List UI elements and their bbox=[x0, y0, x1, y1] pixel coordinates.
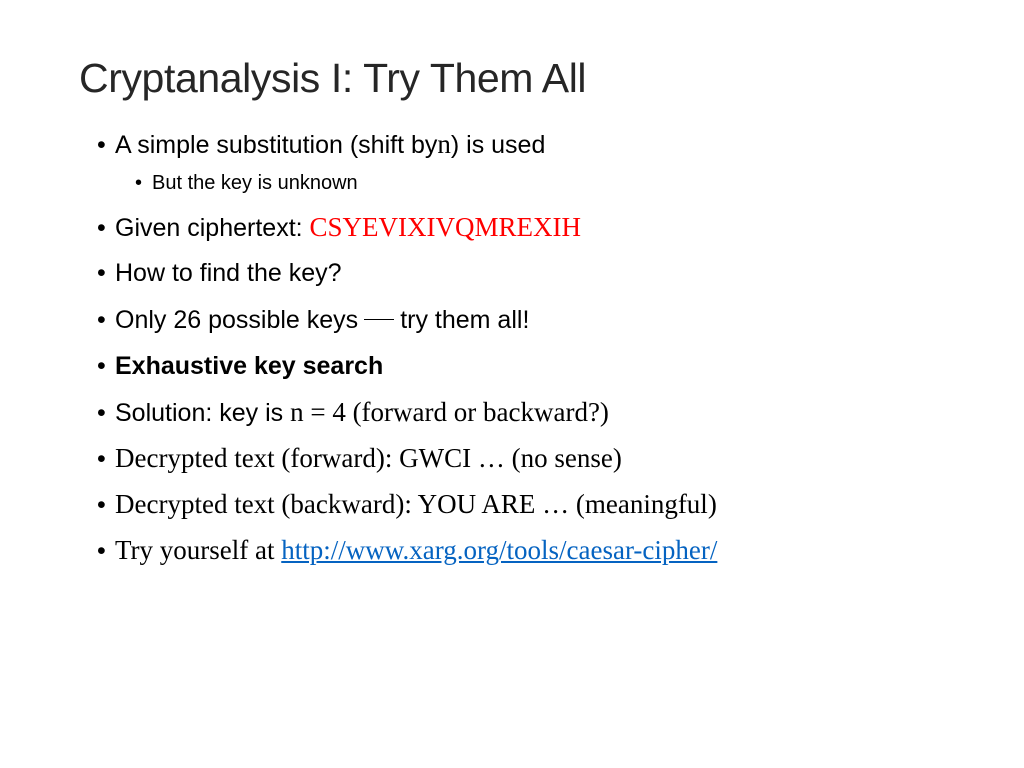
bullet-dot: • bbox=[97, 352, 106, 380]
bullet-dot: • bbox=[97, 445, 106, 473]
bullet-text: n = 4 (forward or backward?) bbox=[290, 397, 609, 427]
bullet-text: try them all! bbox=[400, 306, 530, 334]
bullet-dot: • bbox=[97, 399, 106, 427]
bullet-item bbox=[97, 534, 717, 567]
bullet-text: Try yourself at bbox=[115, 535, 282, 565]
bullet-item bbox=[97, 128, 545, 161]
bullet-text: Decrypted text (backward): YOU ARE … (meaningful) bbox=[115, 489, 717, 519]
bullet-item bbox=[97, 304, 529, 336]
bullet-dot: • bbox=[97, 214, 106, 242]
bullet-text: Given ciphertext: bbox=[115, 214, 310, 242]
caesar-cipher-link[interactable]: http://www.xarg.org/tools/caesar-cipher/ bbox=[281, 535, 718, 565]
em-dash bbox=[364, 319, 394, 320]
bullet-dot: • bbox=[97, 131, 106, 159]
sub-bullet-item bbox=[135, 170, 358, 196]
bullet-dot: • bbox=[97, 259, 106, 287]
bullet-dot: • bbox=[97, 306, 106, 334]
bullet-item bbox=[97, 257, 342, 289]
bullet-item bbox=[97, 350, 383, 382]
bullet-item bbox=[97, 211, 581, 244]
bullet-text: How to find the key? bbox=[115, 259, 342, 287]
bullet-item bbox=[97, 442, 622, 475]
sub-bullet-text: But the key is unknown bbox=[152, 172, 358, 194]
bullet-dot: • bbox=[97, 537, 106, 565]
bullet-dot: • bbox=[135, 172, 143, 194]
bullet-dot: • bbox=[97, 491, 106, 519]
bullet-text: ) is used bbox=[450, 131, 546, 159]
slide-title: Cryptanalysis I: Try Them All bbox=[79, 55, 587, 101]
bullet-text: Solution: key is bbox=[115, 399, 291, 427]
variable-n: n bbox=[437, 129, 451, 159]
bullet-text: A simple substitution (shift by bbox=[115, 131, 438, 159]
bullet-text: Only 26 possible keys bbox=[115, 306, 359, 334]
ciphertext: CSYEVIXIVQMREXIH bbox=[309, 212, 582, 242]
bullet-text-bold: Exhaustive key search bbox=[115, 352, 384, 380]
bullet-text: Decrypted text (forward): GWCI … (no sense) bbox=[115, 443, 622, 473]
bullet-item bbox=[97, 488, 717, 521]
bullet-item bbox=[97, 396, 609, 429]
